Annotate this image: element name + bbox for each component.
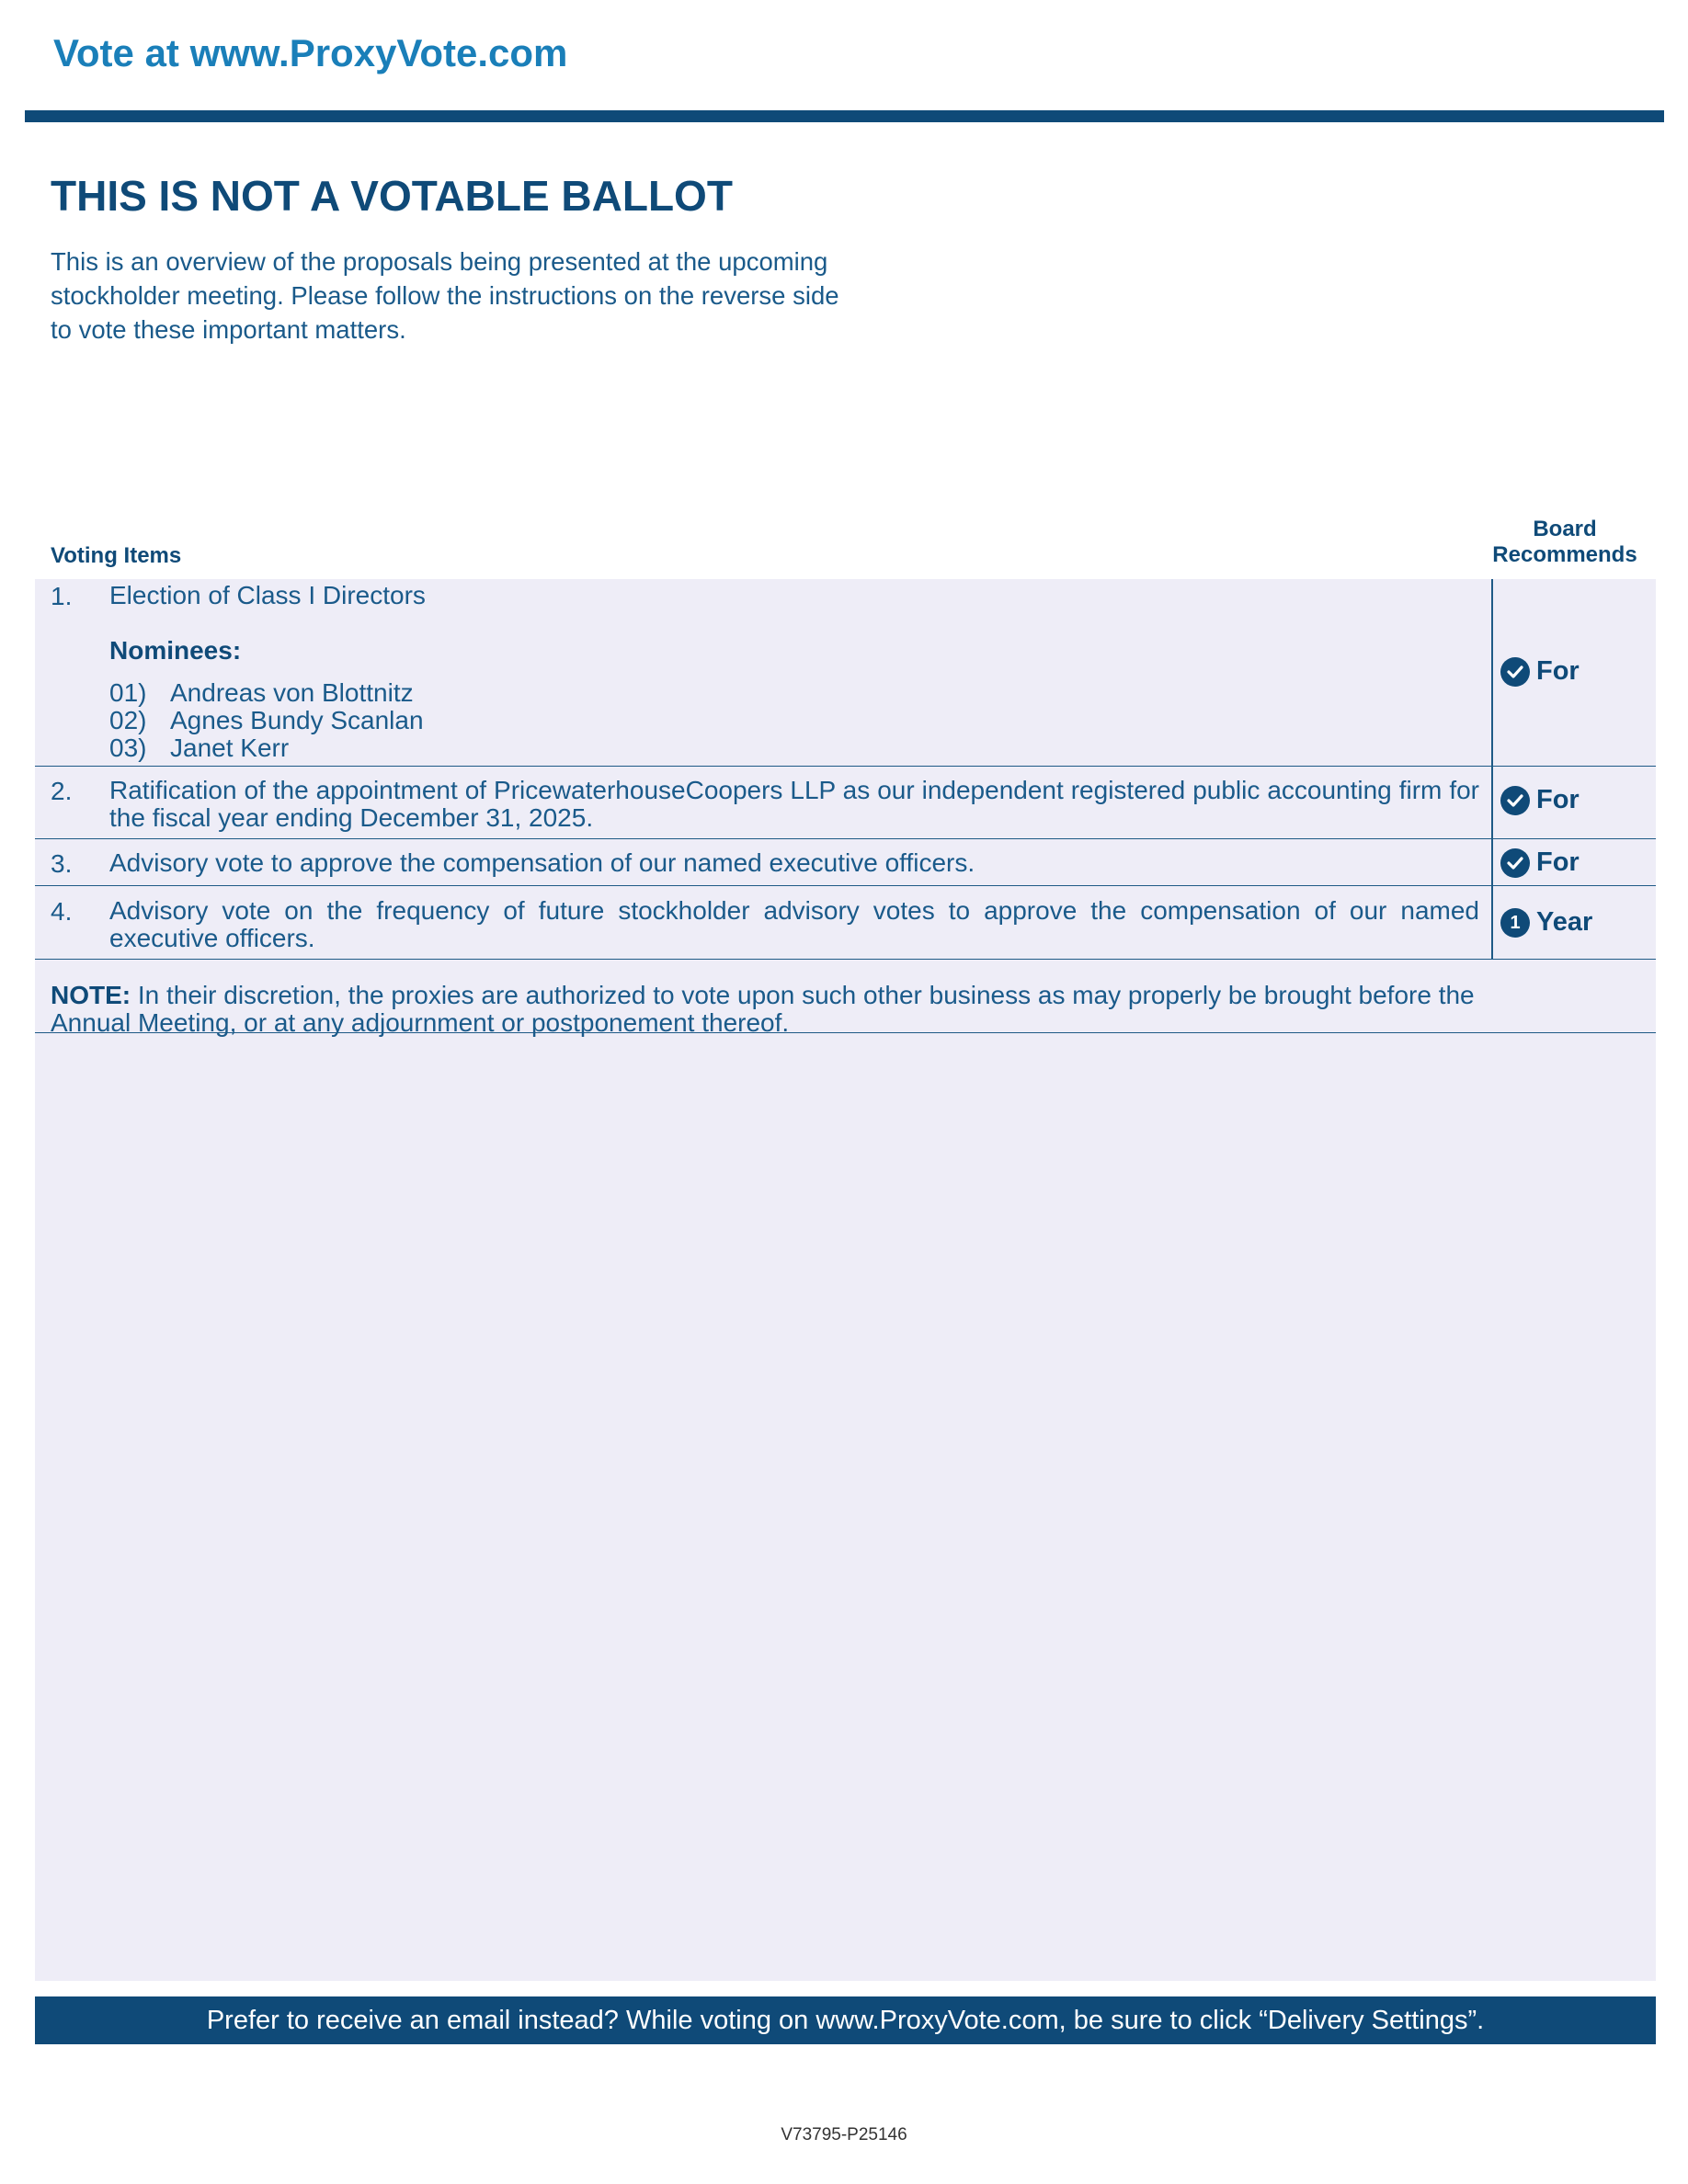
banner-text: Prefer to receive an email instead? While voting on www.ProxyVote.com, be sure to click “Delivery Settings”. [206, 2005, 1485, 2035]
item-number: 1. [51, 582, 73, 610]
header-rule [25, 110, 1664, 122]
check-circle-icon [1500, 657, 1530, 687]
note-label: NOTE: [51, 981, 131, 1009]
recommendation [1500, 847, 1580, 878]
column-divider [1491, 767, 1493, 838]
recommendation [1500, 656, 1580, 687]
board-recommends-header [1482, 517, 1648, 568]
nominee-02 [109, 706, 424, 735]
item-text: Advisory vote on the frequency of future stockholder advisory votes to approve the compensation of our named executive officers. [109, 896, 1479, 952]
recommendation-label: For [1536, 785, 1580, 814]
proxyvote-link[interactable]: Vote at www.ProxyVote.com [53, 31, 568, 74]
voting-item-4 [35, 886, 1656, 960]
badge-number: 1 [1510, 912, 1521, 933]
nominee-name: Andreas von Blottnitz [170, 678, 414, 707]
voting-item-1 [35, 579, 1656, 767]
check-circle-icon [1500, 848, 1530, 878]
nominee-number: 03) [109, 734, 147, 762]
board-recommends-line2: Recommends [1492, 542, 1637, 567]
board-recommends-line1: Board [1533, 517, 1597, 541]
item-number: 3. [51, 849, 73, 878]
page-title: THIS IS NOT A VOTABLE BALLOT [51, 172, 733, 220]
column-divider [1491, 839, 1493, 885]
nominee-name: Agnes Bundy Scanlan [170, 706, 424, 734]
number-one-circle-icon [1500, 908, 1530, 938]
voting-item-3 [35, 839, 1656, 886]
recommendation-label: For [1536, 656, 1580, 686]
recommendation [1500, 785, 1580, 815]
recommendation-label: For [1536, 847, 1580, 877]
nominee-number: 02) [109, 706, 147, 734]
nominee-number: 01) [109, 678, 147, 707]
delivery-settings-banner [35, 1996, 1656, 2044]
note-text [51, 982, 1485, 1037]
recommendation [1500, 907, 1592, 938]
check-circle-icon [1500, 786, 1530, 815]
intro-text: This is an overview of the proposals being presented at the upcoming stockholder meeting. Please follow the instructions on the reverse side to vote these important matters. [51, 247, 839, 344]
item-text: Advisory vote to approve the compensation of our named executive officers. [109, 848, 975, 877]
document-code: V73795-P25146 [781, 2125, 907, 2144]
item-text: Election of Class I Directors [109, 581, 426, 609]
item-number: 4. [51, 897, 73, 926]
item-number: 2. [51, 777, 73, 805]
nominees-label: Nominees: [109, 636, 242, 665]
column-divider [1491, 886, 1493, 959]
voting-items-header: Voting Items [51, 543, 182, 568]
nominee-03 [109, 734, 289, 763]
column-divider [1491, 579, 1493, 766]
item-text: Ratification of the appointment of PricewaterhouseCoopers LLP as our independent registered public accounting firm for the fiscal year ending December 31, 2025. [109, 776, 1479, 832]
recommendation-label: Year [1536, 907, 1593, 937]
note-body: In their discretion, the proxies are authorized to vote upon such other business as may properly be brought before the Annual Meeting, or at any adjournment or postponement thereof. [51, 981, 1475, 1037]
nominee-01 [109, 678, 414, 708]
nominee-name: Janet Kerr [170, 734, 290, 762]
voting-item-2 [35, 767, 1656, 839]
